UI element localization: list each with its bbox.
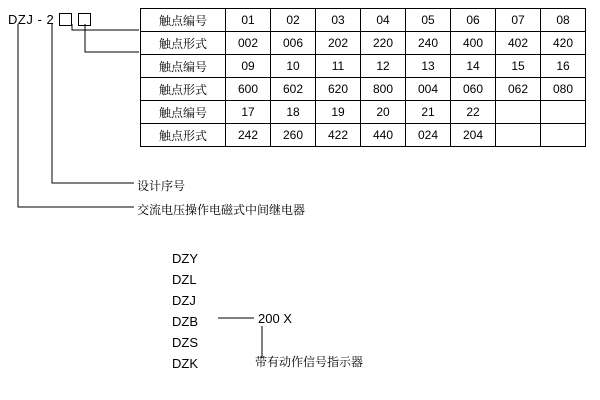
label-design-number: 设计序号 [137, 179, 186, 193]
label-code-suffix: 200 X [258, 311, 292, 326]
table-cell: 14 [451, 55, 496, 78]
table-cell: 22 [451, 101, 496, 124]
row-label: 触点编号 [141, 101, 226, 124]
row-label: 触点编号 [141, 55, 226, 78]
table-cell: 11 [316, 55, 361, 78]
series-list [172, 248, 198, 374]
table-cell: 402 [496, 32, 541, 55]
table-cell: 202 [316, 32, 361, 55]
model-code-box-1 [59, 13, 72, 26]
model-code-dash: - [37, 12, 43, 27]
table-cell: 620 [316, 78, 361, 101]
table-row [141, 55, 586, 78]
leader-line-design-number [52, 24, 134, 183]
table-cell: 600 [226, 78, 271, 101]
table-cell: 004 [406, 78, 451, 101]
table-cell: 19 [316, 101, 361, 124]
row-label: 触点形式 [141, 124, 226, 147]
table-row [141, 101, 586, 124]
table-cell: 17 [226, 101, 271, 124]
table-cell: 21 [406, 101, 451, 124]
model-code-prefix: DZJ [8, 12, 34, 27]
table-cell: 220 [361, 32, 406, 55]
contact-spec-table [140, 8, 586, 147]
leader-line-relay-type [18, 24, 134, 207]
row-label: 触点形式 [141, 32, 226, 55]
table-cell: 024 [406, 124, 451, 147]
table-cell: 800 [361, 78, 406, 101]
table-cell: 16 [541, 55, 586, 78]
label-relay-type: 交流电压操作电磁式中间继电器 [137, 203, 306, 217]
row-label: 触点形式 [141, 78, 226, 101]
table-cell: 240 [406, 32, 451, 55]
list-item: DZY [172, 251, 198, 266]
model-code [8, 12, 92, 27]
table-cell: 420 [541, 32, 586, 55]
table-cell: 07 [496, 9, 541, 32]
table-cell: 060 [451, 78, 496, 101]
table-row [141, 78, 586, 101]
contact-spec-table-body [141, 9, 586, 147]
table-cell: 03 [316, 9, 361, 32]
table-cell: 260 [271, 124, 316, 147]
table-cell: 422 [316, 124, 361, 147]
table-cell: 10 [271, 55, 316, 78]
table-cell: 204 [451, 124, 496, 147]
table-cell [541, 124, 586, 147]
table-cell: 02 [271, 9, 316, 32]
table-cell: 04 [361, 9, 406, 32]
table-cell [541, 101, 586, 124]
table-cell: 05 [406, 9, 451, 32]
table-cell: 440 [361, 124, 406, 147]
model-code-box-2 [78, 13, 91, 26]
table-cell: 13 [406, 55, 451, 78]
table-cell: 002 [226, 32, 271, 55]
table-cell: 062 [496, 78, 541, 101]
table-row [141, 32, 586, 55]
model-code-series: 2 [46, 12, 55, 27]
table-cell: 006 [271, 32, 316, 55]
table-cell: 01 [226, 9, 271, 32]
table-cell: 18 [271, 101, 316, 124]
list-item: DZS [172, 335, 198, 350]
table-cell: 12 [361, 55, 406, 78]
table-cell: 08 [541, 9, 586, 32]
list-item: DZB [172, 314, 198, 329]
label-action-indicator: 带有动作信号指示器 [255, 355, 364, 369]
table-row [141, 9, 586, 32]
table-row [141, 124, 586, 147]
table-cell [496, 124, 541, 147]
list-item: DZJ [172, 293, 196, 308]
table-cell: 09 [226, 55, 271, 78]
leader-line-contact-form [85, 24, 139, 52]
table-cell: 20 [361, 101, 406, 124]
row-label: 触点编号 [141, 9, 226, 32]
table-cell: 06 [451, 9, 496, 32]
table-cell: 602 [271, 78, 316, 101]
table-cell: 400 [451, 32, 496, 55]
list-item: DZL [172, 272, 197, 287]
list-item: DZK [172, 356, 198, 371]
table-cell: 15 [496, 55, 541, 78]
table-cell: 080 [541, 78, 586, 101]
table-cell: 242 [226, 124, 271, 147]
table-cell [496, 101, 541, 124]
